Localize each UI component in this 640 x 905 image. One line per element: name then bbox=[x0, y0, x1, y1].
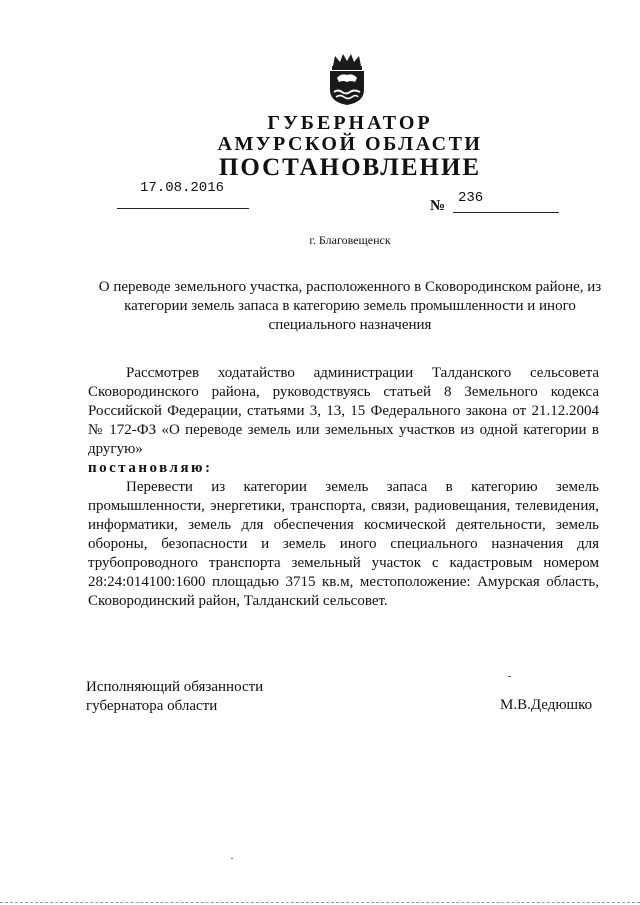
scan-edge bbox=[0, 902, 640, 903]
document-type-title: ПОСТАНОВЛЕНИЕ bbox=[218, 154, 482, 181]
issuer-title: ГУБЕРНАТОР bbox=[267, 112, 433, 134]
number-underline bbox=[453, 212, 559, 213]
decision-paragraph: Перевести из категории земель запаса в категорию земель промышленности, энергетики, транспорта, связи, радиовещания, телевидения, информатики, земель для обеспечения космической деятельности, земель обороны, безопасности и земель иного специального назначения для трубопроводного транспорта земельный участок с кадастровым номером 28:24:014100:1600 площадью 3715 кв.м, местоположение: Амурская область, Сковородинский район, Талданский сельсовет. bbox=[88, 479, 599, 609]
document-subject: О переводе земельного участка, расположенного в Сковородинском районе, из категории земель запаса в категорию земель промышленности и иного специального назначения bbox=[98, 279, 602, 333]
coat-of-arms-icon bbox=[325, 52, 369, 106]
signatory-position-line1: Исполняющий обязанности bbox=[86, 679, 264, 695]
issue-city: г. Благовещенск bbox=[309, 233, 391, 247]
signatory-name: М.В.Дедюшко bbox=[500, 697, 593, 713]
document-body bbox=[88, 364, 599, 611]
signatory-position-line2: губернатора области bbox=[86, 698, 218, 714]
number-sign: № bbox=[430, 198, 446, 214]
scan-speck bbox=[231, 858, 233, 859]
document-number: 236 bbox=[458, 190, 484, 206]
date-underline bbox=[117, 208, 249, 209]
document-date: 17.08.2016 bbox=[140, 180, 225, 196]
signatory-position bbox=[86, 678, 263, 716]
decree-word: постановляю: bbox=[88, 460, 213, 476]
preamble-paragraph: Рассмотрев ходатайство администрации Талданского сельсовета Сковородинского района, руководствуясь статьей 8 Земельного кодекса Российской Федерации, статьями 3, 13, 15 Федерального закона от 21.12.2004 № 172-ФЗ «О переводе земель или земельных участков из одной категории в другую» bbox=[88, 365, 599, 457]
scan-speck bbox=[508, 676, 511, 677]
issuer-region: АМУРСКОЙ ОБЛАСТИ bbox=[217, 133, 483, 155]
